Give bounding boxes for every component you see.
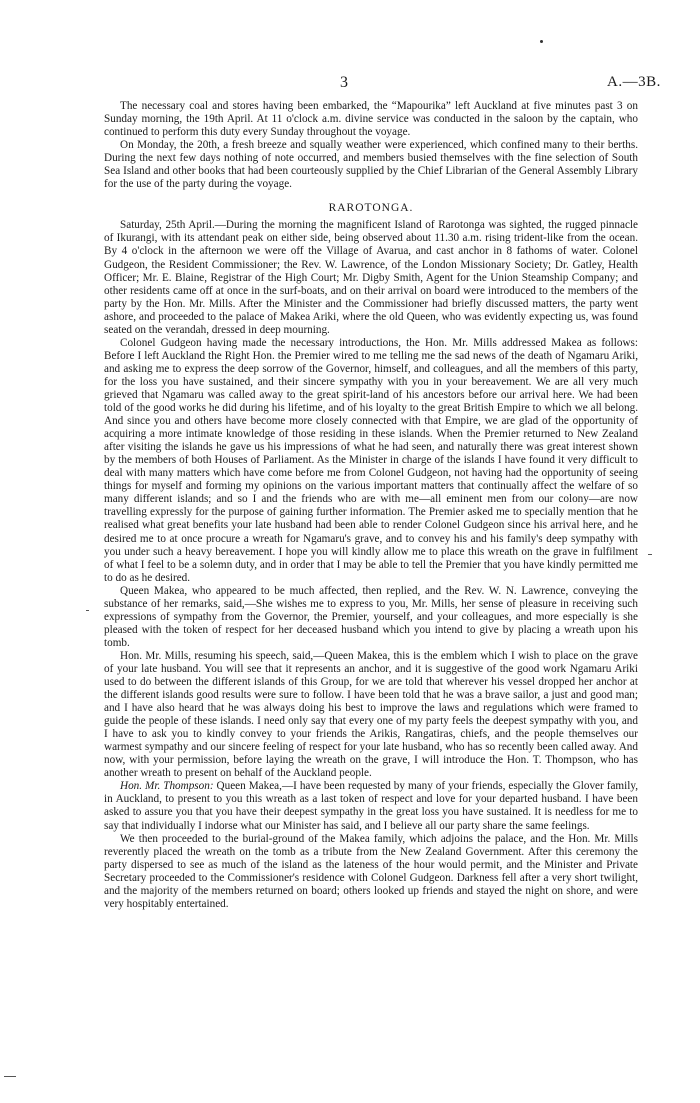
paragraph-burial-ground: We then proceeded to the burial-ground of the Makea family, which adjoins the palace, and the Hon. Mr. Mills reverently placed the wreath on the tomb as a tribute from the New Zealand Government. After this ceremony the party dispersed to see as much of the island as the lateness of the hour would permit, and the Minister and Private Secretary proceeded to the Commissioner's residence with Colonel Gudgeon. Darkness fell after a very short twilight, and the majority of the members returned on board; others looked up friends and stayed the night on shore, and were very hospitably entertained. — [104, 832, 638, 910]
paragraph-voyage: On Monday, the 20th, a fresh breeze and squally weather were experienced, which confined many to their berths. During the next few days nothing of note occurred, and members busied themselves with the fine selection of South Sea Island and other books that had been courteously supplied by the Chief Librarian of the General Assembly Library for the use of the party during the voyage. — [104, 139, 638, 191]
paragraph-thompson — [104, 780, 638, 832]
thompson-speech: Queen Makea,—I have been requested by many of your friends, especially the Glover family, in Auckland, to present to you this wreath as a last token of respect and love for your departed husband. I have been asked to assure you that you have their deepest sympathy in the great loss you have sustained. It is needless for me to say that individually I indorse what our Minister has said, and I believe all our party share the same feelings. — [104, 780, 638, 832]
paragraph-departure: The necessary coal and stores having been embarked, the “Mapourika” left Auckland at five minutes past 3 on Sunday morning, the 19th April. At 11 o'clock a.m. divine service was conducted in the saloon by the captain, who continued to perform this duty every Sunday throughout the voyage. — [104, 100, 638, 139]
margin-mark — [4, 1076, 16, 1077]
body-text — [104, 100, 638, 911]
paragraph-mills-address: Colonel Gudgeon having made the necessary introductions, the Hon. Mr. Mills addressed Makea as follows: Before I left Auckland the Right Hon. the Premier wired to me telling me the sad news of the death of Ngamaru Ariki, and asking me to express the deep sorrow of the Governor, himself, and colleagues, and all the members of this party, for the loss you have sustained, and their sincere sympathy with you in your bereavement. We are all very much grieved that Ngamaru was called away to the great spirit-land of his ancestors before our arrival here. We had been told of the good works he did during his lifetime, and of his loyalty to the great British Empire to which we all belong. And since you and others have become more closely connected with that Empire, we are glad of the opportunity of acquiring a more intimate knowledge of those residing in these islands. When the Premier returned to New Zealand after visiting the islands he gave us his impressions of what he had seen, and naturally there was great interest shown by the members of both Houses of Parliament. As the Minister in charge of the islands I have found it very difficult to deal with many matters which have come before me from Colonel Gudgeon, not having had the opportunity of seeing things for myself and forming my opinions on the various important matters that continually affect the welfare of so many different islands; and so I and the friends who are with me—all eminent men from our colony—are now travelling expressly for the purpose of gaining further information. The Premier asked me to specially mention that he realised what great benefits your late husband had been able to render Colonel Gudgeon since his arrival here, and he desired me to at once procure a wreath for Ngamaru's grave, and to convey his and his family's deep sympathy with you under such a heavy bereavement. I hope you will kindly allow me to place this wreath on the grave in fulfilment of what I feel to be a solemn duty, and in order that I may be able to tell the Premier that you have kindly permitted me to do as he desired. — [104, 336, 638, 584]
margin-mark — [86, 610, 89, 611]
section-heading: RAROTONGA. — [328, 202, 414, 215]
speaker-label: Hon. Mr. Thompson: — [120, 780, 214, 793]
ink-speck — [540, 40, 543, 43]
margin-mark — [648, 554, 652, 555]
paragraph-arrival: Saturday, 25th April.—During the morning the magnificent Island of Rarotonga was sighted, the rugged pinnacle of Ikurangi, with its attendant peak on either side, being observed about 11.30 a.m. rising trident-like from the ocean. By 4 o'clock in the afternoon we were off the Village of Avarua, and cast anchor in 8 fathoms of water. Colonel Gudgeon, the Resident Commissioner; the Rev. W. Lawrence, of the London Missionary Society; Dr. Gatley, Health Officer; Mr. E. Blaine, Registrar of the High Court; Mr. Digby Smith, Agent for the Union Steamship Company; and other residents came off at once in the surf-boats, and on their arrival on board were introduced to the members of the party by the Hon. Mr. Mills. After the Minister and the Commissioner had briefly discussed matters, the party went ashore, and proceeded to the palace of Makea Ariki, where the old Queen, who was evidently expecting us, was found seated on the verandah, dressed in deep mourning. — [104, 219, 638, 336]
document-reference: A.—3B. — [607, 74, 661, 90]
paragraph-makea-reply: Queen Makea, who appeared to be much affected, then replied, and the Rev. W. N. Lawrence, conveying the substance of her remarks, said,—She wishes me to express to you, Mr. Mills, her sense of pleasure in receiving such expressions of sympathy from the Governor, the Premier, yourself, and your colleagues, and more especially is she pleased with the token of respect for her deceased husband which you intend to give by placing a wreath upon his tomb. — [104, 584, 638, 649]
paragraph-mills-wreath: Hon. Mr. Mills, resuming his speech, said,—Queen Makea, this is the emblem which I wish to place on the grave of your late husband. You will see that it represents an anchor, and it is suggestive of the good work Ngamaru Ariki used to do between the different islands of this Group, for we are told that wherever his vessel dropped her anchor at the different islands good results were sure to follow. I have been told that he was a brave sailor, a just and good man; and I have also heard that he was always doing his best to improve the laws and regulations which were framed to guide the people of these islands. I need only say that every one of my party feels the deepest sympathy with you, and I have to ask you to kindly convey to your friends the Arikis, Rangatiras, chiefs, and the people themselves our warmest sympathy and our sincere feeling of respect for your late husband, who has so recently been called away. And now, with your permission, before laying the wreath on the grave, I will introduce the Hon. T. Thompson, who has another wreath to present on behalf of the Auckland people. — [104, 649, 638, 780]
page-number: 3 — [340, 74, 348, 91]
